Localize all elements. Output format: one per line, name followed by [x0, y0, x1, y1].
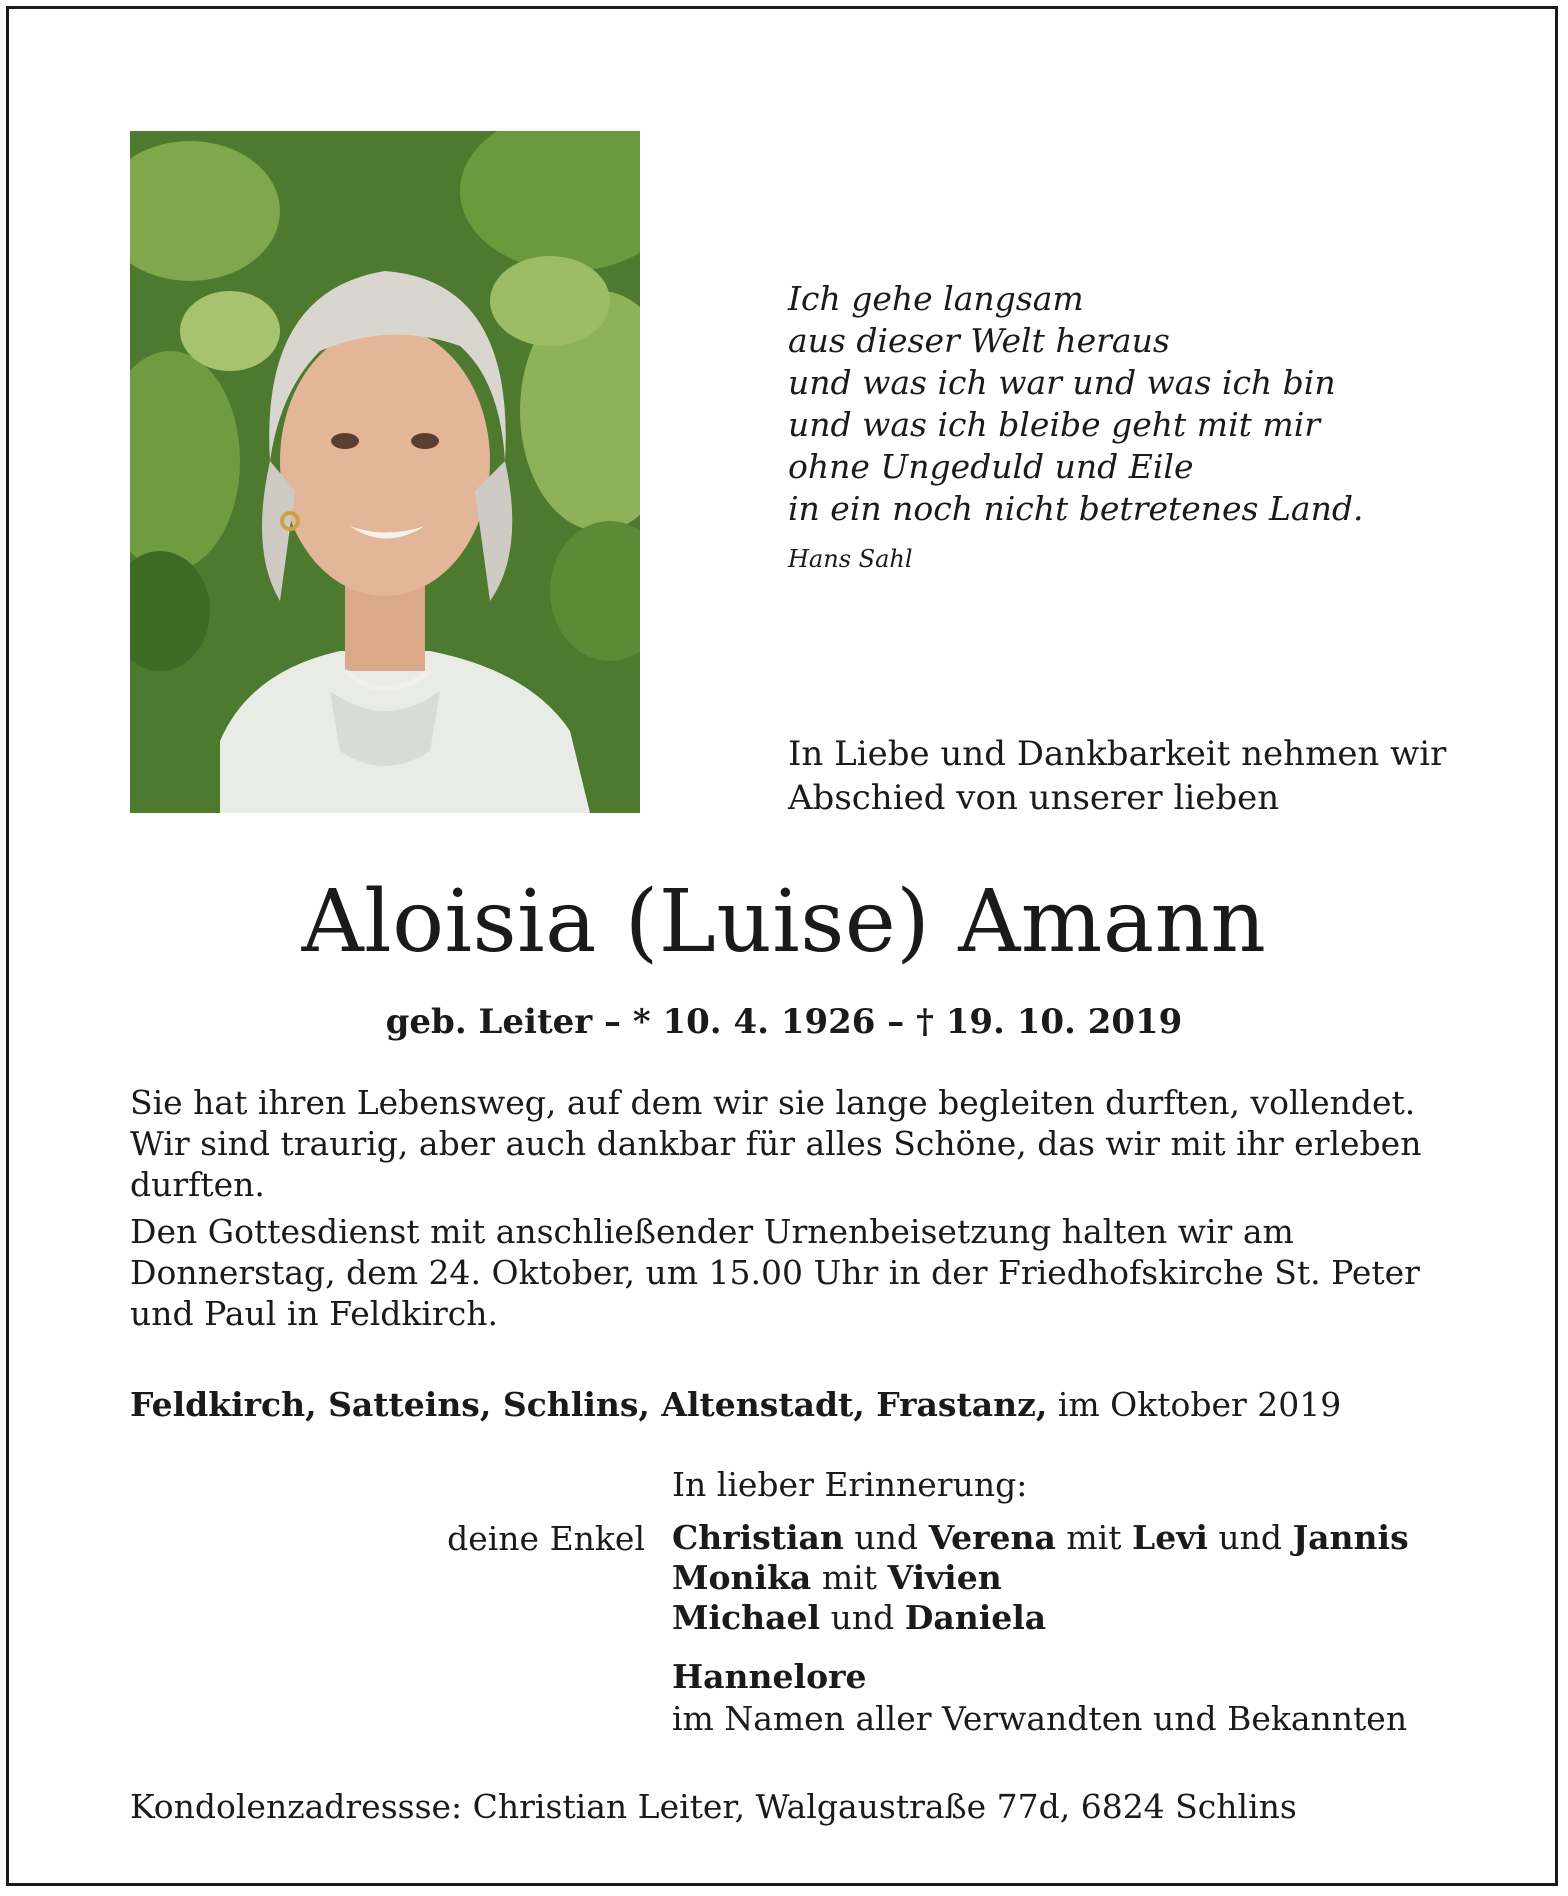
relatives-line: im Namen aller Verwandten und Bekannten [672, 1699, 1408, 1738]
mourner-names [672, 1518, 1409, 1638]
mourner-name: Christian [672, 1518, 844, 1557]
poem-line: ohne Ungeduld und Eile [788, 447, 1194, 486]
mourner-row [672, 1558, 1409, 1598]
poem-line: aus dieser Welt heraus [788, 321, 1170, 360]
poem-author: Hans Sahl [788, 545, 913, 573]
poem-line: und was ich bleibe geht mit mir [788, 405, 1321, 444]
connector: mit [1066, 1518, 1122, 1557]
condolence-address: Kondolenzadressse: Christian Leiter, Walgaustraße 77d, 6824 Schlins [130, 1787, 1297, 1826]
intro-line-2: Abschied von unserer lieben [788, 778, 1280, 818]
farewell-intro [788, 732, 1446, 820]
mourner-name: Michael [672, 1598, 821, 1637]
mourner-name: Vivien [887, 1558, 1002, 1597]
mourner-name: Verena [928, 1518, 1056, 1557]
connector: und [1218, 1518, 1283, 1557]
memory-heading: In lieber Erinnerung: [672, 1465, 1028, 1504]
enkel-label: deine Enkel [447, 1519, 645, 1558]
poem-line: und was ich war und was ich bin [788, 363, 1336, 402]
life-dates: geb. Leiter – * 10. 4. 1926 – † 19. 10. 2019 [385, 1002, 1183, 1042]
intro-line-1: In Liebe und Dankbarkeit nehmen wir [788, 734, 1447, 774]
poem [788, 278, 1363, 574]
poem-line: in ein noch nicht betretenes Land. [788, 489, 1364, 528]
mourner-name: Daniela [904, 1598, 1047, 1637]
mourner-name: Hannelore [672, 1657, 867, 1696]
hannelore-block [672, 1656, 1407, 1740]
connector: und [854, 1518, 919, 1557]
mourner-name: Jannis [1292, 1518, 1409, 1557]
portrait-illustration [130, 131, 640, 813]
portrait-photo [130, 131, 640, 813]
announcement-date: im Oktober 2019 [1057, 1385, 1342, 1424]
connector: und [830, 1598, 895, 1637]
mourner-name: Levi [1132, 1518, 1208, 1557]
mourner-row [672, 1598, 1409, 1638]
mourner-row [672, 1518, 1409, 1558]
connector: mit [821, 1558, 877, 1597]
poem-line: Ich gehe langsam [788, 279, 1084, 318]
places-date-line [130, 1384, 1341, 1426]
deceased-name: Aloisia (Luise) Amann [301, 872, 1267, 972]
announcement-text [130, 1082, 1450, 1340]
paragraph-life: Sie hat ihren Lebensweg, auf dem wir sie lange begleiten durften, vollendet. Wir sind traurig, aber auch dankbar für alles Schöne, das wir mit ihr erleben durften. [130, 1083, 1422, 1204]
towns: Feldkirch, Satteins, Schlins, Altenstadt, Frastanz, [130, 1385, 1048, 1424]
mourner-name: Monika [672, 1558, 812, 1597]
paragraph-service: Den Gottesdienst mit anschließender Urnenbeisetzung halten wir am Donnerstag, dem 24. Oktober, um 15.00 Uhr in der Friedhofskirche St. Peter und Paul in Feldkirch. [130, 1212, 1420, 1333]
